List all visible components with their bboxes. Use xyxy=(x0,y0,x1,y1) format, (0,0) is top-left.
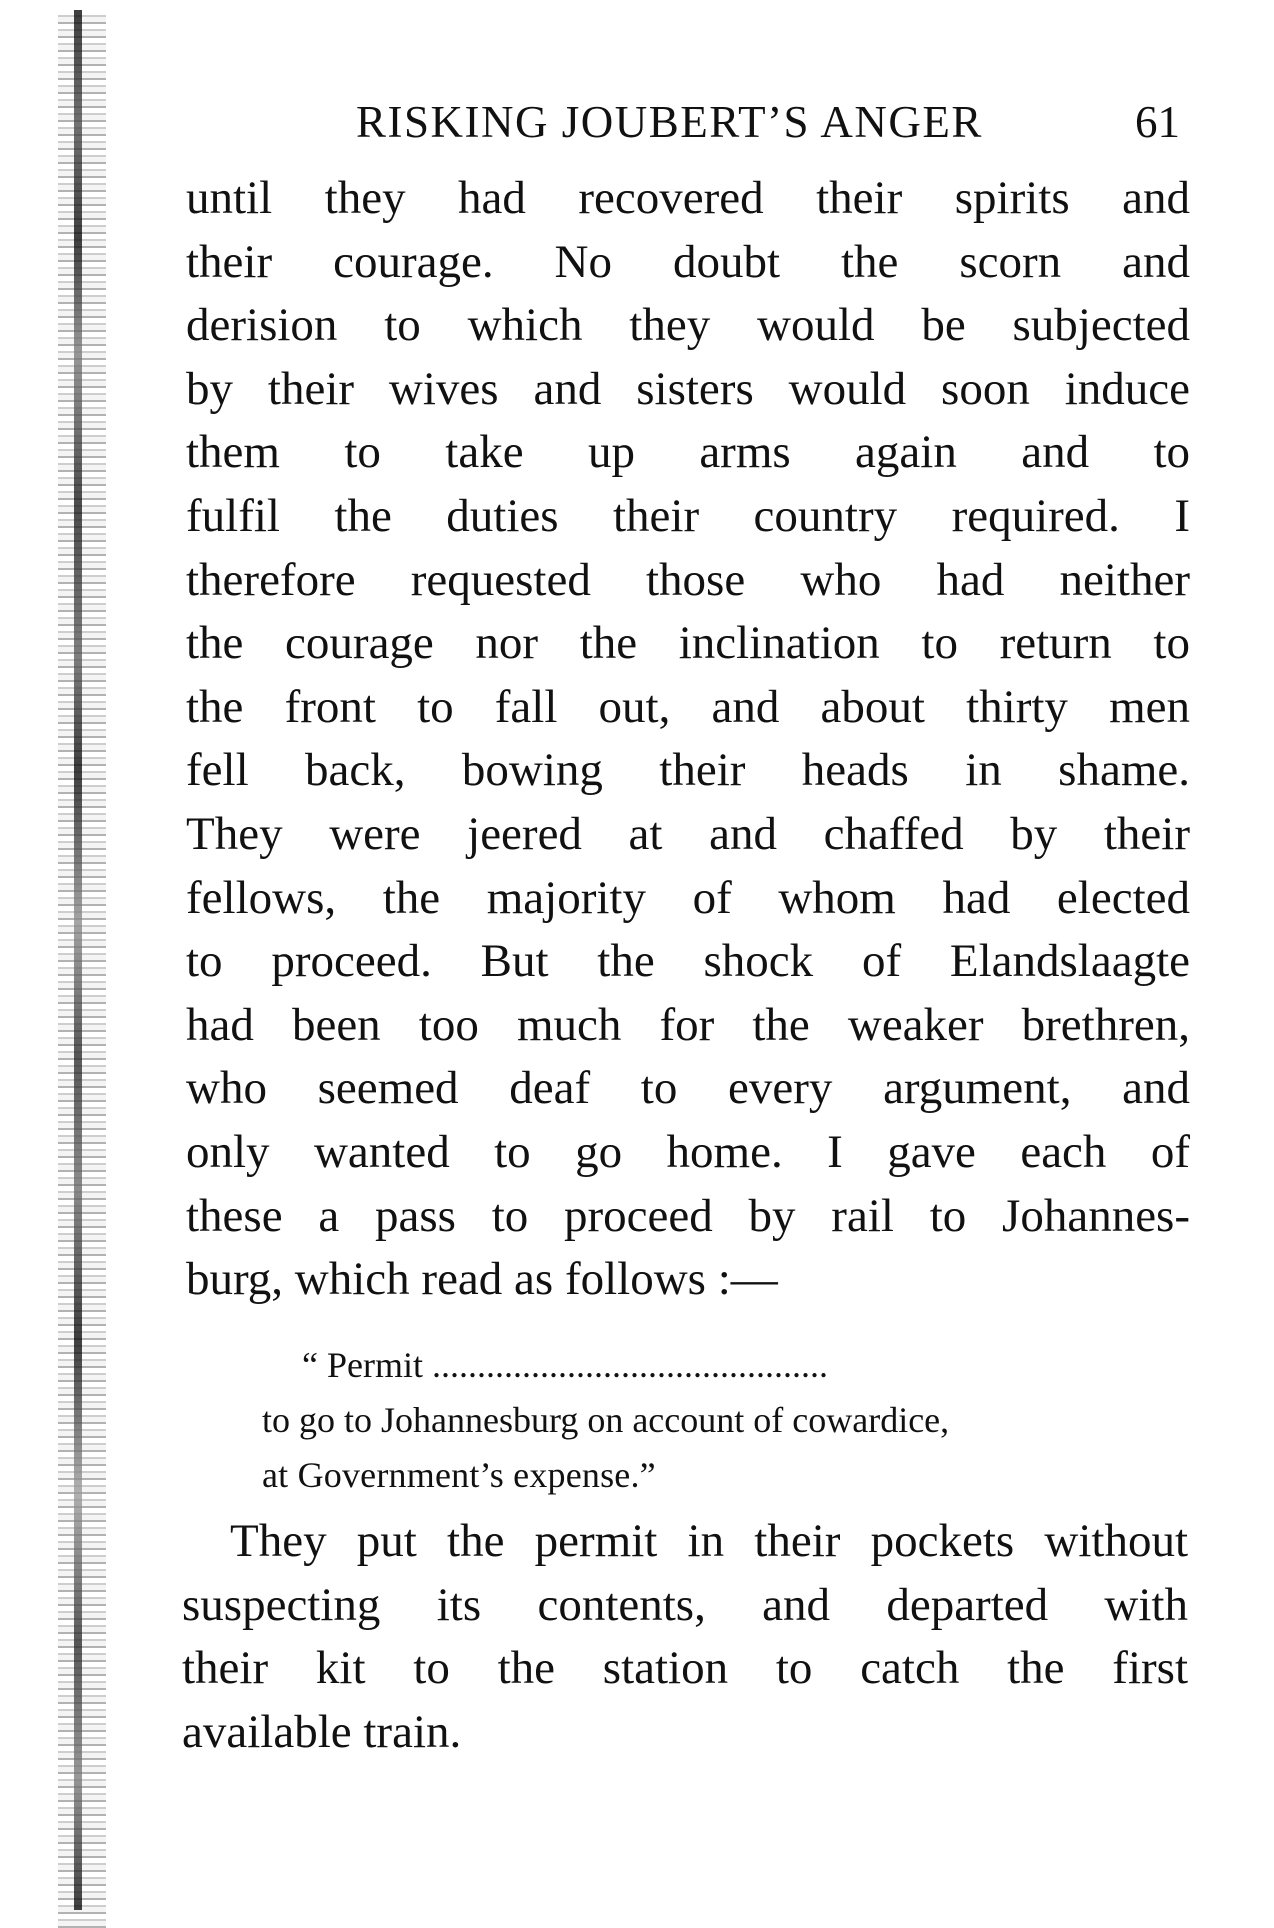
scanned-binding-edge xyxy=(58,10,106,1928)
text-line: They put the permit in their pockets without xyxy=(230,1515,1188,1567)
text-line: therefore requested those who had neither xyxy=(186,553,1190,606)
text-line: only wanted to go home. I gave each of xyxy=(186,1125,1190,1178)
text-line: fellows, the majority of whom had elected xyxy=(186,871,1190,924)
text-line: fell back, bowing their heads in shame. xyxy=(186,744,1190,797)
text-line: by their wives and sisters would soon induce xyxy=(186,362,1190,415)
quote-line: at Government’s expense.” xyxy=(262,1455,656,1495)
running-header xyxy=(186,92,1190,152)
text-line: them to take up arms again and to xyxy=(186,426,1190,479)
text-line: who seemed deaf to every argument, and xyxy=(186,1062,1190,1115)
text-line: had been too much for the weaker brethren, xyxy=(186,998,1190,1051)
closing-paragraph xyxy=(182,1510,1188,1764)
text-line: their kit to the station to catch the first xyxy=(182,1642,1188,1695)
binding-shadow-line xyxy=(74,10,82,1910)
page-number: 61 xyxy=(1135,97,1180,147)
text-line: derision to which they would be subjected xyxy=(186,299,1190,352)
text-line: burg, which read as follows :— xyxy=(186,1253,778,1306)
text-line: They were jeered at and chaffed by their xyxy=(186,807,1190,860)
text-line: these a pass to proceed by rail to Johannes- xyxy=(186,1189,1190,1242)
body-paragraph xyxy=(186,167,1190,1312)
text-line: suspecting its contents, and departed with xyxy=(182,1578,1188,1631)
permit-quotation xyxy=(262,1338,1108,1503)
running-title: RISKING JOUBERT’S ANGER xyxy=(356,97,983,147)
quote-line: to go to Johannesburg on account of cowardice, xyxy=(262,1400,950,1440)
text-line: fulfil the duties their country required. I xyxy=(186,489,1190,542)
text-line: available train. xyxy=(182,1705,462,1758)
text-line: the courage nor the inclination to return to xyxy=(186,617,1190,670)
text-line: the front to fall out, and about thirty men xyxy=(186,680,1190,733)
text-line: to proceed. But the shock of Elandslaagte xyxy=(186,935,1190,988)
text-line: their courage. No doubt the scorn and xyxy=(186,235,1190,288)
text-line: until they had recovered their spirits and xyxy=(186,172,1190,224)
quote-line: “ Permit ............................................ xyxy=(302,1345,828,1385)
